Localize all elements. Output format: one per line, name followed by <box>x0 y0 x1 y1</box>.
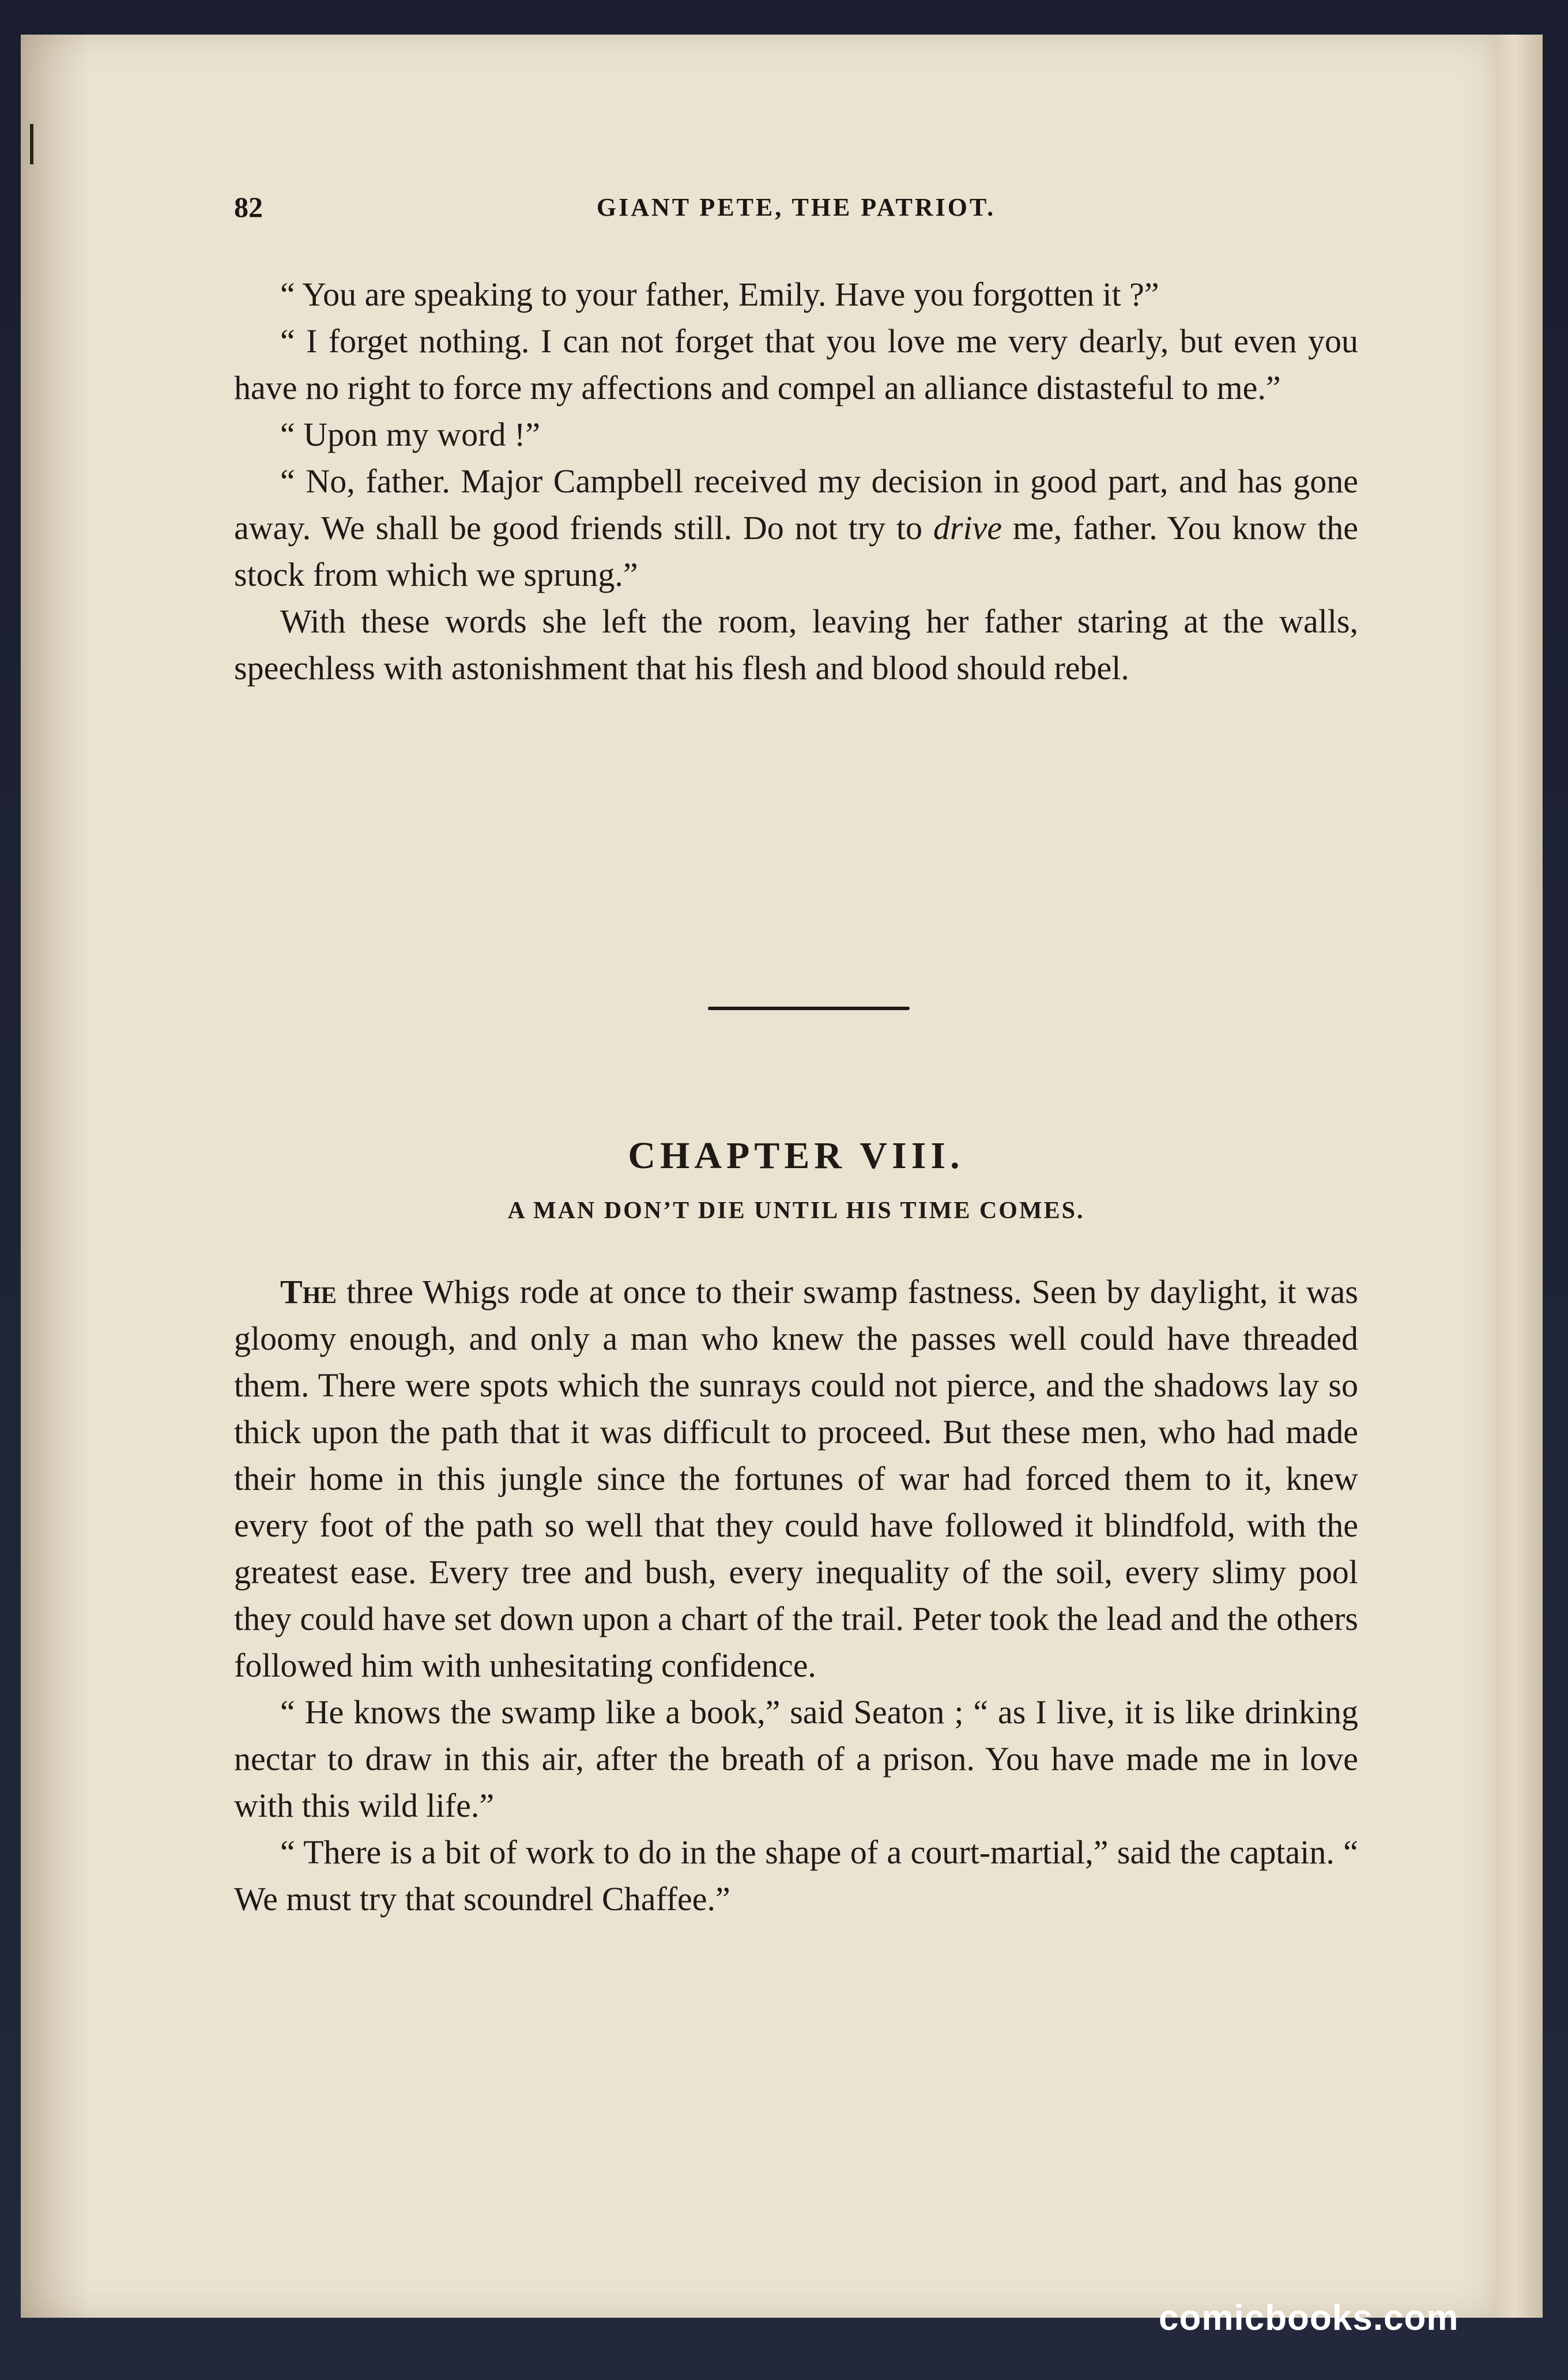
opening-word: The <box>280 1273 337 1310</box>
narrative-paragraph: With these words she left the room, leaving her father staring at the walls, speechless with astonishment that his flesh and blood should rebel. <box>234 602 1358 687</box>
chapter-header <box>234 1130 1358 1228</box>
dialogue-paragraph: “ I forget nothing. I can not forget that you love me very dearly, but even you have no right to force my affections and compel an alliance distasteful to me.” <box>234 322 1358 406</box>
dialogue-text: “ No, father. Major Campbell received my decision in good part, and has gone away. We shall be good friends still. Do not try to <box>234 462 1358 547</box>
chapter-paragraph: “ He knows the swamp like a book,” said Seaton ; “ as I live, it is like drinking nectar to draw in this air, after the breath of a prison. You have made me in love with this wild life.” <box>234 1693 1358 1824</box>
running-head-title: GIANT PETE, THE PATRIOT. <box>596 193 996 221</box>
page-number: 82 <box>234 191 263 223</box>
section-divider <box>708 1004 910 1011</box>
running-head <box>234 190 1358 231</box>
chapter-body <box>234 1268 1358 1922</box>
page-edge <box>1497 35 1543 2318</box>
site-watermark: comicbooks.com <box>1159 2298 1459 2338</box>
chapter-paragraph: “ There is a bit of work to do in the shape of a court-martial,” said the captain. “ We must try that scoundrel Chaffee.” <box>234 1833 1358 1918</box>
paragraph-text: three Whigs rode at once to their swamp fastness. Seen by daylight, it was gloomy enough, and only a man who knew the passes well could have threaded them. There were spots which the sunrays could not pierce, and the shadows lay so thick upon the path that it was difficult to proceed. But these men, who had made their home in this jungle since the fortunes of war had forced them to it, knew every foot of the path so well that they could have followed it blindfold, with the greatest ease. Every tree and bush, every inequality of the soil, every slimy pool they could have set down upon a chart of the trail. Peter took the lead and the others followed him with unhesitating confidence. <box>234 1273 1358 1684</box>
chapter-paragraph <box>234 1268 1358 1689</box>
chapter-title: CHAPTER VIII. <box>628 1135 964 1177</box>
margin-mark <box>30 124 33 164</box>
dialogue-paragraph: “ You are speaking to your father, Emily. Have you forgotten it ?” <box>280 276 1159 313</box>
chapter-subtitle: A MAN DON’T DIE UNTIL HIS TIME COMES. <box>507 1197 1085 1224</box>
emphasized-word: drive <box>933 509 1002 547</box>
gutter-shadow <box>21 35 90 2318</box>
dialogue-paragraph: “ Upon my word !” <box>280 416 541 453</box>
dialogue-text: me, father. You know the stock from which we sprung.” <box>234 509 1358 593</box>
dialogue-section <box>234 271 1358 691</box>
dialogue-paragraph <box>234 458 1358 598</box>
